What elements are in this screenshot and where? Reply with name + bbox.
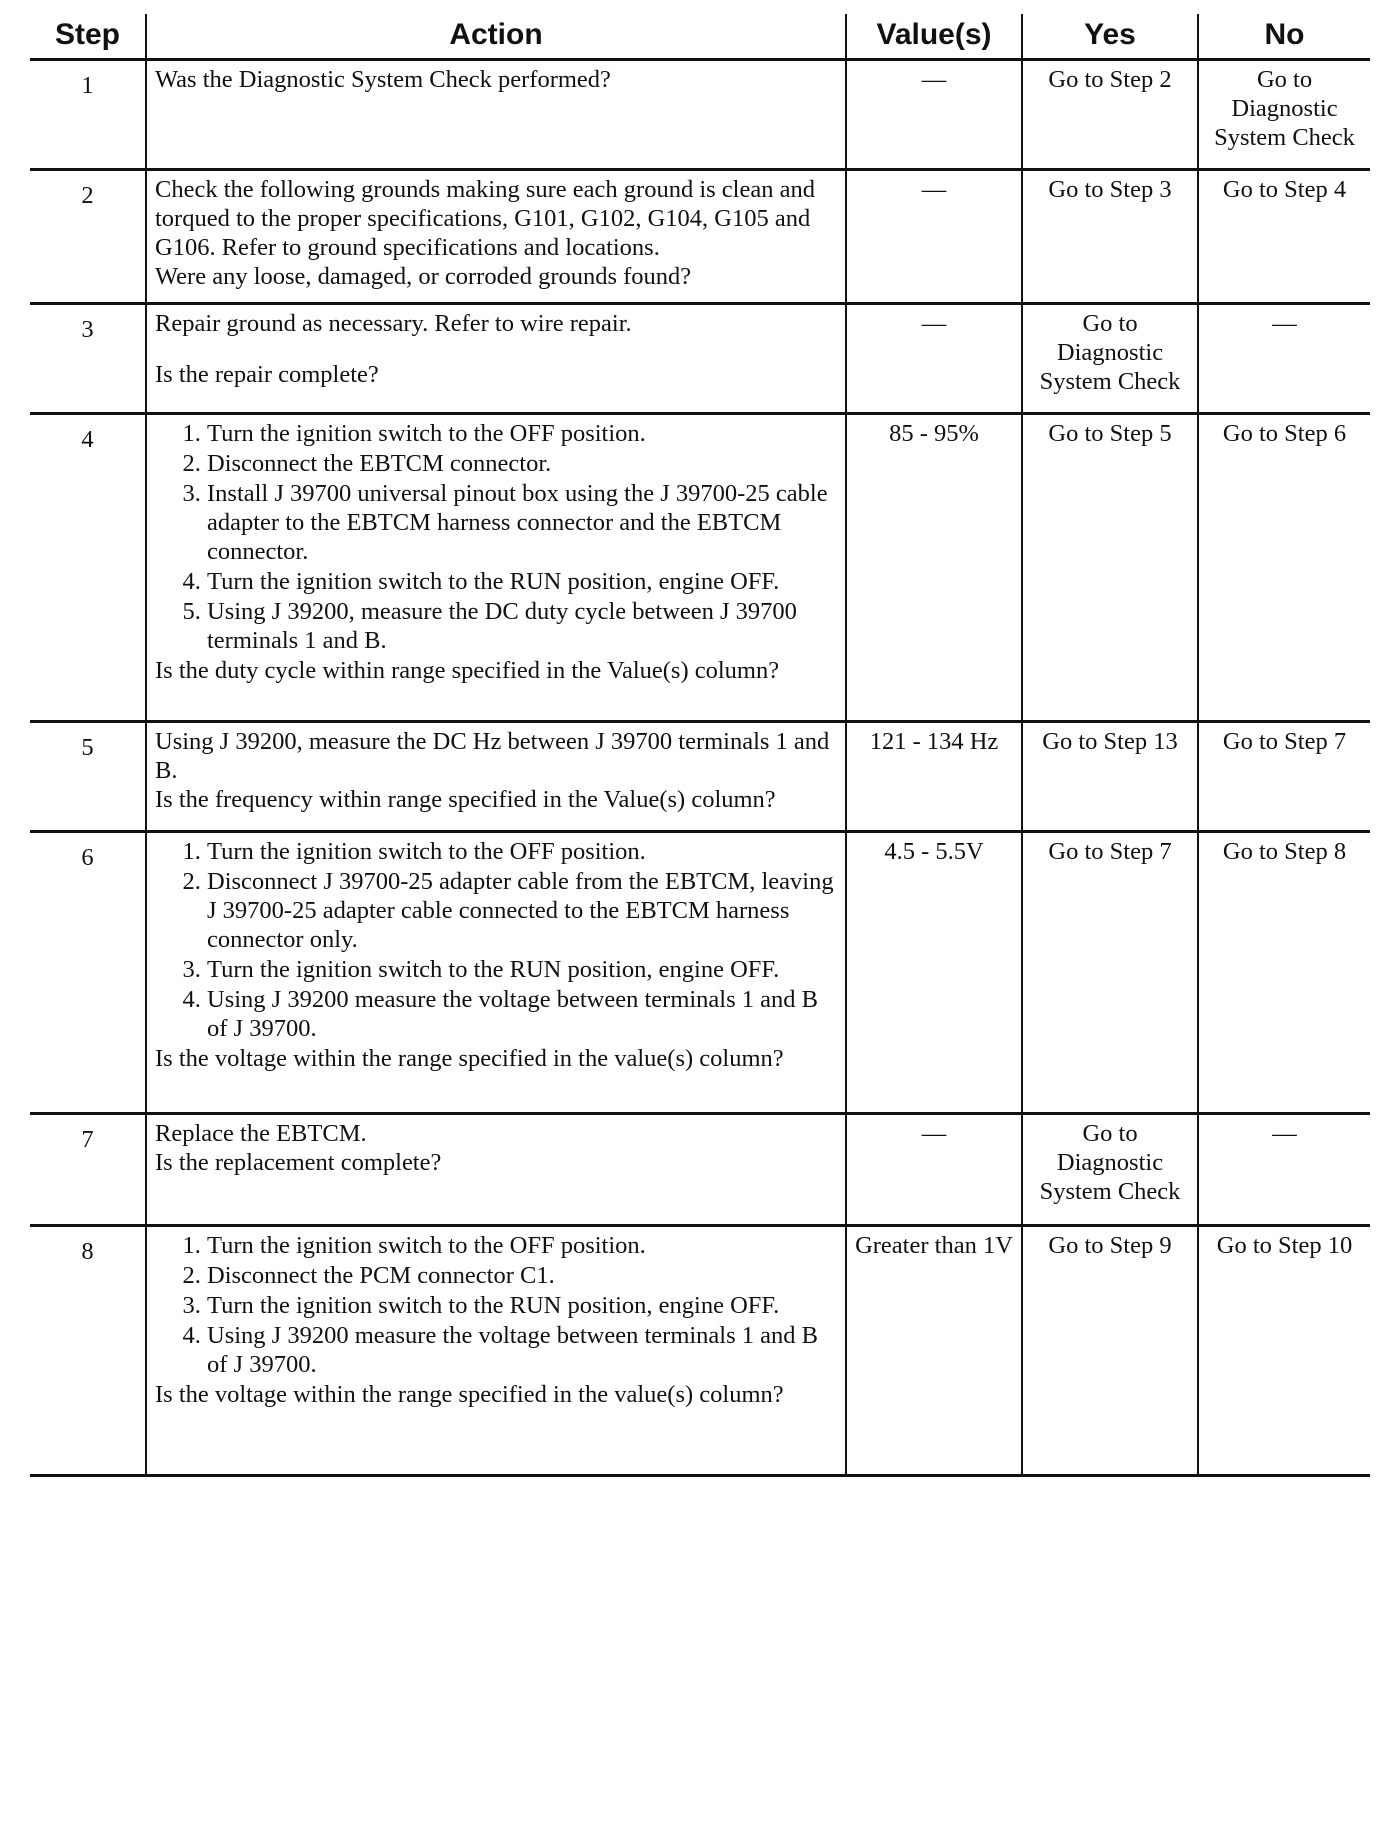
yes-cell: Go to Step 3	[1022, 170, 1198, 304]
action-question: Is the replacement complete?	[155, 1149, 442, 1176]
step-number: 4	[30, 414, 146, 722]
list-item: 4. Using J 39200 measure the voltage between terminals 1 and B of J 39700.	[207, 1321, 837, 1379]
no-cell: Go to Step 6	[1198, 414, 1370, 722]
action-steps-list	[155, 419, 837, 655]
action-question: Is the frequency within range specified in the Value(s) column?	[155, 786, 776, 813]
table-row	[30, 304, 1370, 414]
list-item: 4. Using J 39200 measure the voltage between terminals 1 and B of J 39700.	[207, 985, 837, 1043]
list-item: 3. Turn the ignition switch to the RUN position, engine OFF.	[207, 955, 837, 984]
diagnostic-table	[30, 14, 1370, 1477]
action-steps-list	[155, 1231, 837, 1379]
yes-cell: Go to Step 13	[1022, 722, 1198, 832]
header-step: Step	[30, 14, 146, 60]
action-steps-list	[155, 837, 837, 1043]
no-cell: Go to Step 8	[1198, 832, 1370, 1114]
value-cell: Greater than 1V	[846, 1226, 1022, 1476]
action-text: Check the following grounds making sure each ground is clean and torqued to the proper specifications, G101, G102, G104, G105 and G106. Refer to ground specifications and locations.	[155, 176, 815, 261]
header-row	[30, 14, 1370, 60]
action-cell	[146, 1226, 846, 1476]
step-number: 8	[30, 1226, 146, 1476]
action-cell	[146, 170, 846, 304]
header-no: No	[1198, 14, 1370, 60]
action-question: Is the voltage within the range specified in the value(s) column?	[155, 1045, 784, 1072]
list-item: 3. Turn the ignition switch to the RUN position, engine OFF.	[207, 1291, 837, 1320]
no-cell: Go to Step 4	[1198, 170, 1370, 304]
yes-cell: Go to Step 5	[1022, 414, 1198, 722]
table-row	[30, 1114, 1370, 1226]
no-cell: —	[1198, 304, 1370, 414]
action-cell	[146, 60, 846, 170]
table-row	[30, 414, 1370, 722]
yes-cell: Go to Step 2	[1022, 60, 1198, 170]
no-cell: Go to Step 7	[1198, 722, 1370, 832]
action-text: Repair ground as necessary. Refer to wire repair.	[155, 310, 632, 337]
value-cell: —	[846, 1114, 1022, 1226]
value-cell: —	[846, 170, 1022, 304]
no-cell: —	[1198, 1114, 1370, 1226]
list-item: 2. Disconnect the EBTCM connector.	[207, 449, 837, 478]
value-cell: —	[846, 60, 1022, 170]
action-text: Replace the EBTCM.	[155, 1120, 367, 1147]
list-item: 1. Turn the ignition switch to the OFF position.	[207, 837, 837, 866]
action-cell	[146, 1114, 846, 1226]
yes-cell: Go to Step 7	[1022, 832, 1198, 1114]
yes-cell: Go to Diagnostic System Check	[1022, 1114, 1198, 1226]
action-question: Is the duty cycle within range specified in the Value(s) column?	[155, 657, 780, 684]
step-number: 1	[30, 60, 146, 170]
action-cell	[146, 414, 846, 722]
header-action: Action	[146, 14, 846, 60]
step-number: 7	[30, 1114, 146, 1226]
table-row	[30, 832, 1370, 1114]
list-item: 1. Turn the ignition switch to the OFF position.	[207, 419, 837, 448]
table-row	[30, 60, 1370, 170]
value-cell: 85 - 95%	[846, 414, 1022, 722]
diagnostic-table-page	[30, 14, 1370, 1477]
no-cell: Go to Diagnostic System Check	[1198, 60, 1370, 170]
list-item: 1. Turn the ignition switch to the OFF position.	[207, 1231, 837, 1260]
step-number: 6	[30, 832, 146, 1114]
action-question: Is the repair complete?	[155, 361, 379, 388]
table-row	[30, 1226, 1370, 1476]
list-item: 5. Using J 39200, measure the DC duty cycle between J 39700 terminals 1 and B.	[207, 597, 837, 655]
yes-cell: Go to Step 9	[1022, 1226, 1198, 1476]
value-cell: 121 - 134 Hz	[846, 722, 1022, 832]
action-cell	[146, 832, 846, 1114]
action-cell	[146, 722, 846, 832]
yes-cell: Go to Diagnostic System Check	[1022, 304, 1198, 414]
list-item: 4. Turn the ignition switch to the RUN position, engine OFF.	[207, 567, 837, 596]
list-item: 2. Disconnect J 39700-25 adapter cable from the EBTCM, leaving J 39700-25 adapter cable connected to the EBTCM harness connector only.	[207, 867, 837, 954]
value-cell: 4.5 - 5.5V	[846, 832, 1022, 1114]
header-values: Value(s)	[846, 14, 1022, 60]
step-number: 2	[30, 170, 146, 304]
action-question: Were any loose, damaged, or corroded grounds found?	[155, 263, 692, 290]
list-item: 2. Disconnect the PCM connector C1.	[207, 1261, 837, 1290]
table-row	[30, 170, 1370, 304]
action-question: Is the voltage within the range specified in the value(s) column?	[155, 1381, 784, 1408]
table-row	[30, 722, 1370, 832]
action-text: Was the Diagnostic System Check performed?	[155, 66, 611, 93]
list-item: 3. Install J 39700 universal pinout box using the J 39700-25 cable adapter to the EBTCM harness connector and the EBTCM connector.	[207, 479, 837, 566]
step-number: 3	[30, 304, 146, 414]
value-cell: —	[846, 304, 1022, 414]
action-text: Using J 39200, measure the DC Hz between J 39700 terminals 1 and B.	[155, 728, 830, 784]
action-cell	[146, 304, 846, 414]
step-number: 5	[30, 722, 146, 832]
no-cell: Go to Step 10	[1198, 1226, 1370, 1476]
header-yes: Yes	[1022, 14, 1198, 60]
